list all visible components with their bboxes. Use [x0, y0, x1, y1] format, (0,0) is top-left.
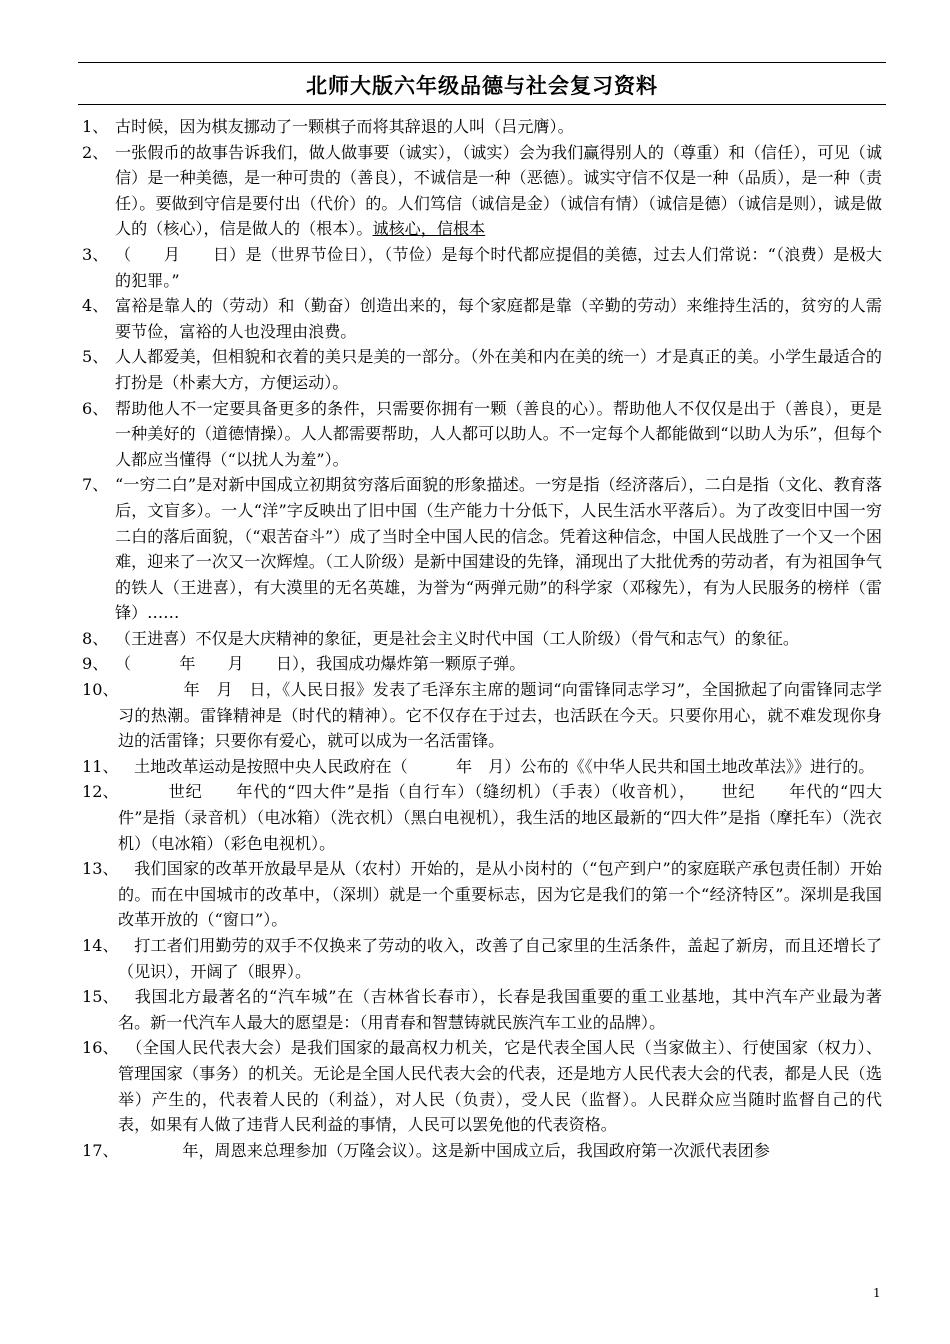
list-item [82, 779, 882, 856]
item-number: 1、 [82, 117, 109, 136]
item-text: 年，周恩来总理参加（万隆会议）。这是新中国成立后，我国政府第一次派代表团参 [118, 1140, 770, 1160]
item-number: 6、 [82, 398, 109, 418]
list-item [82, 1035, 882, 1137]
review-item-list [82, 114, 882, 1163]
header-top-rule [78, 62, 886, 63]
item-number: 2、 [82, 142, 109, 162]
item-number: 10、 [82, 680, 119, 700]
item-number: 17、 [82, 1140, 119, 1160]
item-number: 8、 [82, 628, 109, 648]
item-text: 一张假币的故事告诉我们，做人做事要（诚实），（诚实）会为我们赢得别人的（尊重）和（信任），可见（诚信）是一种美德，是一种可贵的（善良），不诚信是一种（恶德）。诚实守信不仅是一种（品质），是一种（责任）。要做到守信是要付出（代价）的。人们笃信（诚信是金）（诚信有情）（诚信是德）（诚信是则），诚是做人的（核心），信是做人的（根本）。 [115, 142, 882, 239]
item-number: 13、 [82, 859, 119, 879]
item-number: 4、 [82, 296, 109, 316]
list-item [82, 293, 882, 344]
item-number: 5、 [82, 347, 109, 367]
list-item [82, 933, 882, 984]
item-number: 11、 [82, 756, 119, 776]
list-item [82, 651, 882, 677]
item-text: “一穷二白”是对新中国成立初期贫穷落后面貌的形象描述。一穷是指（经济落后），二白是指（文化、教育落后，文盲多）。一人“洋”字反映出了旧中国（生产能力十分低下，人民生活水平落后）。为了改变旧中国一穷二白的落后面貌，（“艰苦奋斗”）成了当时全中国人民的信念。凭着这种信念，中国人民战胜了一个又一个困难，迎来了一次又一次辉煌。（工人阶级）是新中国建设的先锋，涌现出了大批优秀的劳动者，有为祖国争气的铁人（王进喜），有大漠里的无名英雄，为誉为“两弹元勋”的科学家（邓稼先），有为人民服务的榜样（雷锋）…… [115, 475, 882, 623]
item-text: 打工者们用勤劳的双手不仅换来了劳动的收入，改善了自己家里的生活条件，盖起了新房，而且还增长了（见识），开阔了（眼界）。 [118, 936, 882, 981]
list-item [82, 396, 882, 473]
item-number: 7、 [82, 475, 109, 495]
list-item [82, 626, 882, 652]
item-text: 年 月 日，《人民日报》发表了毛泽东主席的题词“向雷锋同志学习”，全国掀起了向雷锋同志学习的热潮。雷锋精神是（时代的精神）。它不仅存在于过去，也活跃在今天。只要你用心，就不难发现你身边的活雷锋；只要你有爱心，就可以成为一名活雷锋。 [118, 680, 882, 751]
list-item [82, 140, 882, 242]
item-number: 3、 [82, 244, 109, 264]
list-item [82, 856, 882, 933]
item-text: 我国北方最著名的“汽车城”在（吉林省长春市），长春是我国重要的重工业基地，其中汽车产业最为著名。新一代汽车人最大的愿望是：（用青春和智慧铸就民族汽车工业的品牌）。 [118, 987, 882, 1032]
list-item [82, 754, 882, 780]
item-text: （ 月 日）是（世界节俭日），（节俭）是每个时代都应提倡的美德，过去人们常说：“（浪费）是极大的犯罪。” [115, 244, 882, 290]
list-item [82, 984, 882, 1035]
item-text: 人人都爱美，但相貌和衣着的美只是美的一部分。（外在美和内在美的统一）才是真正的美。小学生最适合的打扮是（朴素大方，方便运动）。 [115, 347, 882, 392]
item-text: 土地改革运动是按照中央人民政府在（ 年 月）公布的《《中华人民共和国土地改革法》》进行的。 [118, 756, 875, 776]
item-text: 我们国家的改革开放最早是从（农村）开始的，是从小岗村的（“包产到户”的家庭联产承包责任制）开始的。而在中国城市的改革中，（深圳）就是一个重要标志，因为它是我们的第一个“经济特区”。深圳是我国改革开放的（“窗口”）。 [118, 859, 882, 930]
item-number: 12、 [82, 782, 119, 802]
page-title: 北师大版六年级品德与社会复习资料 [306, 74, 658, 98]
list-item [82, 344, 882, 395]
item-text: 帮助他人不一定要具备更多的条件，只需要你拥有一颗（善良的心）。帮助他人不仅仅是出于（善良），更是一种美好的（道德情操）。人人都需要帮助，人人都可以助人。不一定每个人都能做到“以助人为乐”，但每个人都应当懂得（“以扰人为羞”）。 [115, 398, 882, 469]
item-number: 14、 [82, 936, 119, 955]
item-text: （ 年 月 日），我国成功爆炸第一颗原子弹。 [115, 654, 526, 674]
list-item [82, 472, 882, 626]
item-text: 富裕是靠人的（劳动）和（勤奋）创造出来的，每个家庭都是靠（辛勤的劳动）来维持生活的，贫穷的人需要节俭，富裕的人也没理由浪费。 [115, 296, 882, 341]
list-item [82, 1138, 882, 1164]
page-number: 1 [873, 1286, 881, 1300]
item-number: 9、 [82, 654, 109, 674]
list-item [82, 114, 882, 140]
title-underline-rule [78, 104, 886, 105]
item-text: （王进喜）不仅是大庆精神的象征，更是社会主义时代中国（工人阶级）（骨气和志气）的象征。 [115, 628, 799, 648]
item-underlined-text: 诚核心，信根本 [372, 219, 486, 239]
list-item [82, 242, 882, 293]
item-text: （全国人民代表大会）是我们国家的最高权力机关，它是代表全国人民（当家做主）、行使国家（权力）、管理国家（事务）的机关。无论是全国人民代表大会的代表，还是地方人民代表大会的代表，都是人民（选举）产生的，代表着人民的（利益），对人民（负责），受人民（监督）。人民群众应当随时监督自己的代表，如果有人做了违背人民利益的事情，人民可以罢免他的代表资格。 [118, 1038, 882, 1135]
item-text: 世纪 年代的“四大件”是指（自行车）（缝纫机）（手表）（收音机）， 世纪 年代的“四大件”是指（录音机）（电冰箱）（洗衣机）（黑白电视机），我生活的地区最新的“四大件”是指（摩托车）（洗衣机）（电冰箱）（彩色电视机）。 [118, 782, 882, 853]
item-number: 16、 [82, 1038, 119, 1058]
item-text: 古时候，因为棋友挪动了一颗棋子而将其辞退的人叫（吕元膺）。 [115, 117, 574, 136]
list-item [82, 677, 882, 754]
item-number: 15、 [82, 987, 119, 1007]
